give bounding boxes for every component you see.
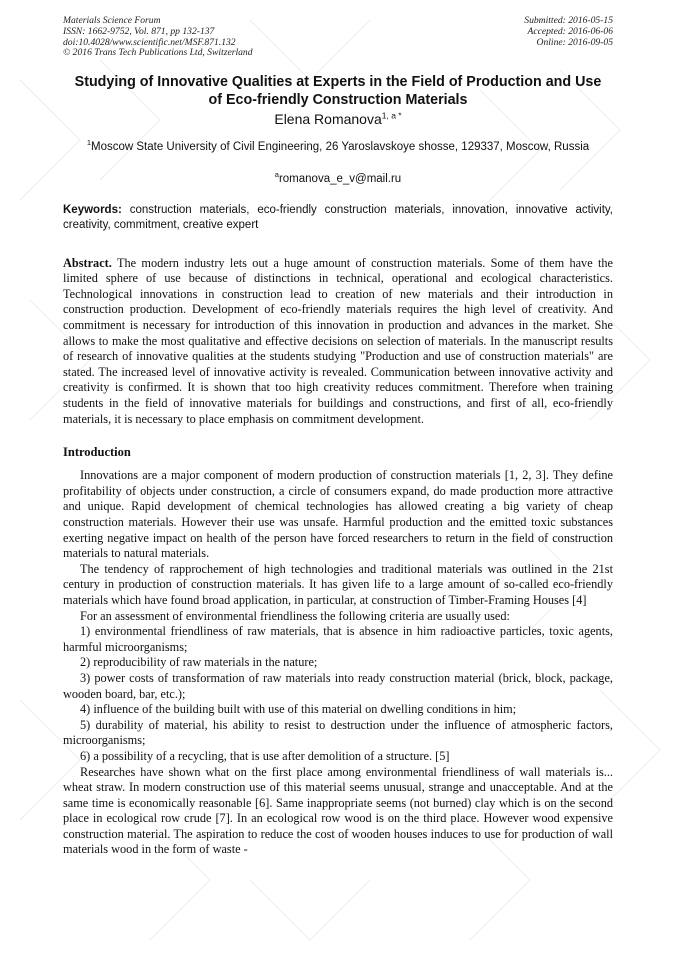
journal-header [63, 16, 613, 59]
journal-name: Materials Science Forum [63, 15, 161, 26]
paragraph: For an assessment of environmental friendliness the following criteria are usually used: [80, 608, 510, 623]
paragraph: The tendency of rapprochement of high technologies and traditional materials was outlined in the 21st century in production of construction materials. It has given life to a large amount of so-called eco-friendly materials which have found broad application, in particular, at construction of Timber-Framing Houses [4] [63, 561, 613, 607]
accepted-date: Accepted: 2016-06-06 [527, 25, 613, 37]
submitted-date: Submitted: 2016-05-15 [524, 15, 613, 26]
introduction-heading: Introduction [63, 445, 131, 460]
email-superscript: a [274, 169, 279, 179]
criteria-item: 5) durability of material, his ability to resist to destruction under the influence of atmospheric factors, microorganisms; [63, 717, 613, 748]
affiliation [63, 140, 613, 155]
author-email [63, 169, 613, 186]
abstract-text: The modern industry lets out a huge amount of construction materials. Some of them have the limited sphere of use because of distinctions in technical, operational and ecological characteristics. Technological innovations in construction lead to creation of new materials and their introduction in construction production. Development of eco-friendly materials requires the high level of creativity. And commitment is necessary for introduction of this innovation in production and advances in the market. She allows to make the most qualitative and effective decisions on selection of materials. In the manuscript results of research of innovative qualities at the students studying "Production and use of construction materials" are stated. The increased level of innovative activity is revealed. Communication between innovative activity and creativity is confirmed. It is shown that too high creativity reduces commitment. Therefore when training students in the field of innovative materials for buildings and constructions, and first of all, eco-friendly materials, it is necessary to place emphasis on commitment development. [63, 255, 614, 426]
email-text: romanova_e_v@mail.ru [278, 172, 402, 185]
copyright-line: © 2016 Trans Tech Publications Ltd, Switzerland [63, 47, 253, 59]
keywords-text: construction materials, eco-friendly construction materials, innovation, innovative activity, creativity, commitment, creative expert [63, 203, 614, 231]
criteria-item: 1) environmental friendliness of raw materials, that is absence in him radioactive particles, toxic agents, harmful microorganisms; [63, 624, 613, 654]
criteria-item: 2) reproducibility of raw materials in the nature; [80, 655, 318, 670]
paper-title: Studying of Innovative Qualities at Experts in the Field of Production and Use of Eco-friendly Construction Materials [74, 74, 602, 108]
issn-line: ISSN: 1662-9752, Vol. 871, pp 132-137 [63, 25, 215, 37]
affiliation-superscript: 1 [86, 138, 91, 148]
criteria-item: 3) power costs of transformation of raw materials into ready construction material (brick, block, package, wooden board, bar, etc.); [63, 670, 613, 701]
paragraph: Innovations are a major component of modern production of construction materials [1, 2, 3]. They define profitability of objects under construction, a circle of consumers expand, do made production more attractive and unique. Rapid development of chemical technologies has allowed creating a big variety of cheap construction materials. However their use was unsafe. Harmful production and the emitted toxic substances exerting negative impact on health of the person have forced researchers to return in the field of construction materials to natural materials. [63, 468, 613, 561]
author-line [63, 110, 613, 128]
doi-line: doi:10.4028/www.scientific.net/MSF.871.132 [63, 36, 236, 48]
keywords-label: Keywords: [63, 203, 122, 216]
keywords-block [63, 203, 613, 233]
online-date: Online: 2016-09-05 [536, 36, 613, 48]
author-superscript: 1, a * [381, 110, 402, 121]
introduction-body [63, 468, 613, 858]
author-name: Elena Romanova [274, 111, 382, 128]
affiliation-text: Moscow State University of Civil Engineering, 26 Yaroslavskoye shosse, 129337, Moscow, Russia [91, 141, 590, 154]
publication-info [63, 16, 253, 59]
criteria-item: 6) a possibility of a recycling, that is use after demolition of a structure. [5] [80, 748, 450, 763]
criteria-item: 4) influence of the building built with use of this material on dwelling conditions in him; [80, 702, 517, 717]
publication-dates [524, 16, 613, 59]
paragraph: Researches have shown what on the first place among environmental friendliness of wall materials is... wheat straw. In modern construction use of this material seems unusual, strange and unacceptable. And at the same time is economically reasonable [6]. Same inappropriate seems (not burned) clay which is on the second place in ecological row crude [7]. In an ecological row wood is on the third place. However wood expensive construction material. The aspiration to reduce the cost of wooden houses induces to use for production of wall materials wood in the form of waste - [63, 764, 613, 857]
abstract-block [63, 256, 613, 428]
abstract-label: Abstract. [63, 255, 112, 270]
